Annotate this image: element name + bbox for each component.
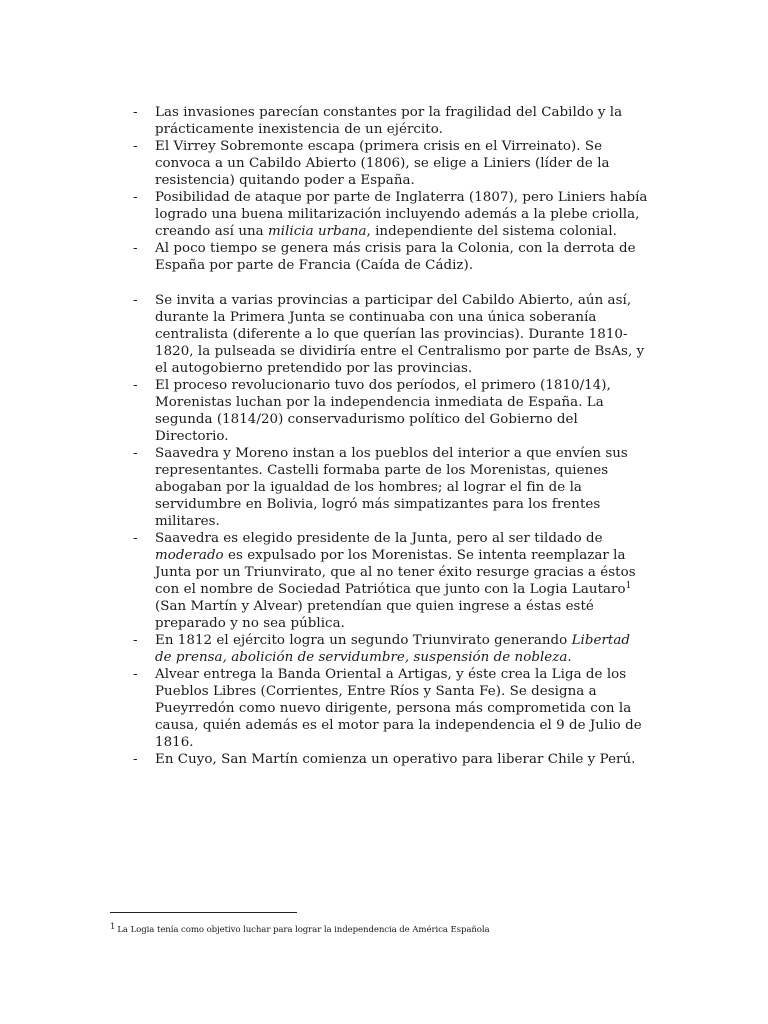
- list-item: [130, 377, 650, 445]
- bullet-list-2: [130, 292, 650, 768]
- list-item: [130, 240, 650, 274]
- bullet-dash: -: [133, 241, 138, 256]
- item-text: .: [567, 650, 572, 665]
- list-item: [130, 666, 650, 751]
- list-item: [130, 632, 650, 666]
- bullet-dash: -: [133, 190, 138, 205]
- item-text: Alvear entrega la Banda Oriental a Artigas, y éste crea la Liga de los Pueblos Libres (Corrientes, Entre Ríos y Santa Fe). Se designa a Pueyrredón como nuevo dirigente, persona más comprometida con la causa, quién además es el motor para la independencia el 9 de Julio de 1816.: [155, 667, 642, 750]
- item-text: El proceso revolucionario tuvo dos períodos, el primero (1810/14), Morenistas luchan por la independencia inmediata de España. La segunda (1814/20) conservadurismo político del Gobierno del Directorio.: [155, 378, 611, 444]
- bullet-dash: -: [133, 378, 138, 393]
- bullet-dash: -: [133, 752, 138, 767]
- bullet-list-1: [130, 104, 650, 274]
- item-text: Saavedra es elegido presidente de la Junta, pero al ser tildado de: [155, 531, 603, 546]
- item-text: En Cuyo, San Martín comienza un operativo para liberar Chile y Perú.: [155, 752, 636, 767]
- item-text-italic: milicia urbana: [268, 224, 367, 239]
- bullet-dash: -: [133, 293, 138, 308]
- bullet-dash: -: [133, 531, 138, 546]
- item-text: Se invita a varias provincias a participar del Cabildo Abierto, aún así, durante la Primera Junta se continuaba con una única soberanía centralista (diferente a lo que querían las provincias). Durante 1810-1820, la pulseada se dividiría entre el Centralismo por parte de BsAs, y el autogobierno pretendido por las provincias.: [155, 293, 645, 376]
- bullet-dash: -: [133, 139, 138, 154]
- footnote-marker: 1: [110, 922, 116, 932]
- list-item: [130, 292, 650, 377]
- item-text: es expulsado por los Morenistas. Se intenta reemplazar la Junta por un Triunvirato, que al no tener éxito resurge gracias a éstos con el nombre de Sociedad Patriótica que junto con la Logia Lautaro: [155, 548, 636, 597]
- list-item: [130, 445, 650, 530]
- footnote-separator: [110, 912, 297, 913]
- item-text-italic: Libertad de prensa, abolición de servidumbre, suspensión de nobleza: [155, 633, 631, 665]
- footnote-text: La Logia tenía como objetivo luchar para lograr la independencia de América Española: [117, 925, 490, 935]
- list-item: [130, 138, 650, 189]
- list-item: [130, 530, 650, 632]
- list-item: [130, 104, 650, 138]
- footnote-ref[interactable]: 1: [625, 581, 632, 591]
- item-text: (San Martín y Alvear) pretendían que quien ingrese a éstas esté preparado y no sea pública.: [155, 599, 594, 631]
- item-text-italic: moderado: [155, 548, 224, 563]
- item-text: En 1812 el ejército logra un segundo Triunvirato generando: [155, 633, 572, 648]
- footnote: [110, 924, 490, 936]
- bullet-dash: -: [133, 446, 138, 461]
- bullet-dash: -: [133, 633, 138, 648]
- bullet-dash: -: [133, 105, 138, 120]
- item-text: Al poco tiempo se genera más crisis para la Colonia, con la derrota de España por parte de Francia (Caída de Cádiz).: [155, 241, 636, 273]
- item-text: Saavedra y Moreno instan a los pueblos del interior a que envíen sus representantes. Castelli formaba parte de los Morenistas, quienes abogaban por la igualdad de los hombres; al lograr el fin de la servidumbre en Bolivia, logró más simpatizantes para los frentes militares.: [155, 446, 628, 529]
- item-text: Las invasiones parecían constantes por la fragilidad del Cabildo y la prácticamente inexistencia de un ejército.: [155, 105, 623, 137]
- item-text: El Virrey Sobremonte escapa (primera crisis en el Virreinato). Se convoca a un Cabildo Abierto (1806), se elige a Liniers (líder de la resistencia) quitando poder a España.: [155, 139, 610, 188]
- bullet-dash: -: [133, 667, 138, 682]
- list-item: [130, 751, 650, 768]
- item-text: Posibilidad de ataque por parte de Inglaterra (1807), pero Liniers había logrado una buena militarización incluyendo además a la plebe criolla, creando así una: [155, 190, 648, 239]
- item-text: , independiente del sistema colonial.: [366, 224, 617, 239]
- list-item: [130, 189, 650, 240]
